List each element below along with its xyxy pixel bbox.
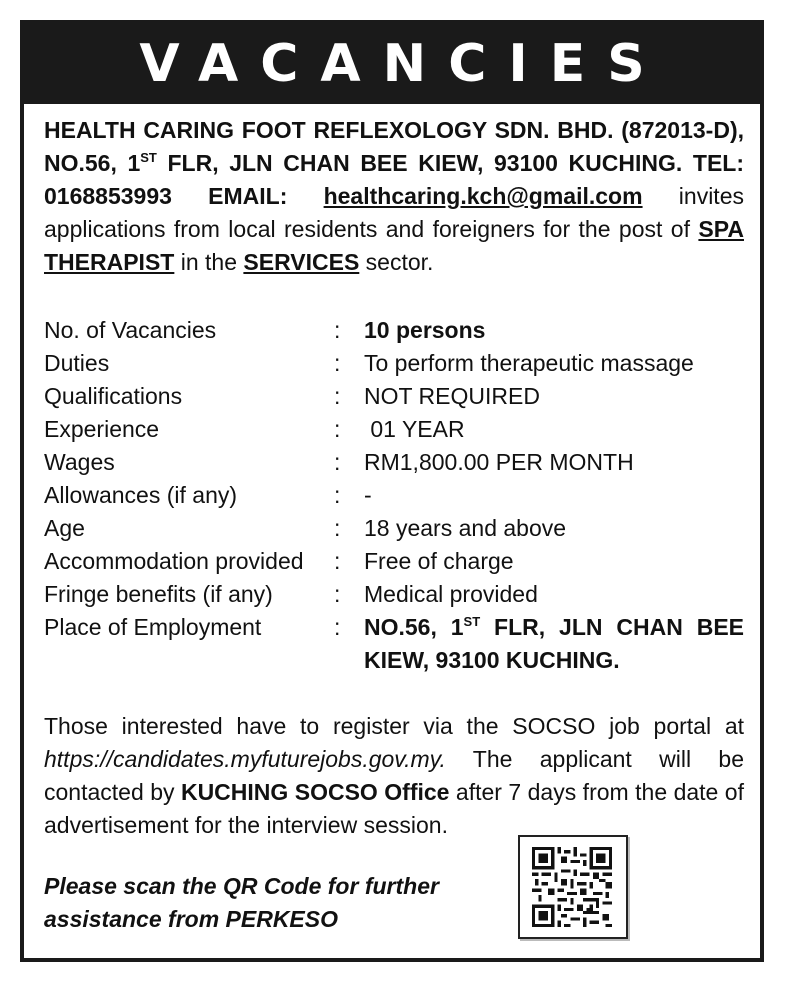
- invites-text: invites applications from local residents and foreigners for the post of: [44, 183, 744, 242]
- portal-link[interactable]: https://candidates.myfuturejobs.gov.my.: [44, 746, 446, 772]
- detail-colon: :: [334, 449, 341, 475]
- detail-value: [364, 611, 744, 677]
- detail-value: 01 YEAR: [364, 416, 465, 442]
- detail-colon: :: [334, 515, 341, 541]
- detail-row-duties: [44, 347, 744, 380]
- superscript: ST: [463, 614, 481, 629]
- post-title: SPA THERAPIST: [44, 216, 744, 275]
- details-table: [44, 314, 744, 677]
- detail-label: Qualifications: [44, 383, 183, 409]
- scan-instruction: Please scan the QR Code for further assistance from PERKESO: [44, 873, 439, 932]
- detail-label: Accommodation provided: [44, 548, 304, 574]
- sector-name: SERVICES: [243, 249, 360, 275]
- qr-code-icon: [532, 847, 612, 927]
- detail-colon: :: [334, 416, 341, 442]
- detail-row-wages: [44, 446, 744, 479]
- place-address-b: FLR, JLN CHAN BEE KIEW, 93100 KUCHING.: [364, 614, 745, 673]
- outro-text-1: Those interested have to register via the SOCSO job portal at: [44, 713, 744, 739]
- detail-label: Age: [44, 515, 85, 541]
- office-name: KUCHING SOCSO Office: [180, 779, 450, 805]
- detail-colon: :: [334, 548, 341, 574]
- detail-label: Experience: [44, 416, 160, 442]
- detail-colon: :: [334, 482, 341, 508]
- detail-row-accommodation: [44, 545, 744, 578]
- page-title: VACANCIES: [24, 24, 760, 104]
- email-link[interactable]: healthcaring.kch@gmail.com: [323, 183, 643, 209]
- detail-colon: :: [334, 614, 341, 640]
- detail-value: NOT REQUIRED: [364, 383, 540, 409]
- detail-value: Medical provided: [364, 581, 538, 607]
- detail-value: To perform therapeutic massage: [364, 350, 694, 376]
- detail-row-fringe-benefits: [44, 578, 744, 611]
- detail-row-vacancies: [44, 314, 744, 347]
- detail-label: No. of Vacancies: [44, 317, 217, 343]
- detail-label: Fringe benefits (if any): [44, 581, 273, 607]
- in-the-text: in the: [174, 249, 244, 275]
- detail-row-experience: [44, 413, 744, 446]
- outro-text-2: The applicant will be contacted by: [44, 746, 744, 805]
- sector-suffix: sector.: [359, 249, 434, 275]
- detail-label: Place of Employment: [44, 614, 262, 640]
- advertisement-frame: [20, 20, 764, 962]
- detail-row-place-of-employment: [44, 611, 744, 677]
- detail-label: Duties: [44, 350, 110, 376]
- detail-colon: :: [334, 383, 341, 409]
- detail-label: Allowances (if any): [44, 482, 238, 508]
- detail-value: Free of charge: [364, 548, 514, 574]
- company-address: FLR, JLN CHAN BEE KIEW, 93100 KUCHING. TEL: 0168853993 EMAIL:: [44, 150, 744, 209]
- place-address-a: NO.56, 1: [364, 614, 464, 640]
- intro-paragraph: [44, 114, 744, 279]
- company-name: HEALTH CARING FOOT REFLEXOLOGY SDN. BHD. (872013-D), NO.56, 1: [44, 117, 744, 176]
- detail-value: 18 years and above: [364, 515, 567, 541]
- superscript: ST: [140, 150, 157, 165]
- registration-paragraph: [44, 710, 744, 842]
- detail-row-allowances: [44, 479, 744, 512]
- detail-colon: :: [334, 350, 341, 376]
- detail-value: -: [364, 482, 372, 508]
- detail-colon: :: [334, 317, 341, 343]
- detail-colon: :: [334, 581, 341, 607]
- detail-row-qualifications: [44, 380, 744, 413]
- outro-text-3: after 7 days from the date of advertisement for the interview session.: [44, 779, 744, 838]
- detail-row-age: [44, 512, 744, 545]
- detail-value: 10 persons: [364, 317, 486, 343]
- detail-label: Wages: [44, 449, 115, 475]
- detail-value: RM1,800.00 PER MONTH: [364, 449, 634, 475]
- qr-code[interactable]: [518, 835, 628, 939]
